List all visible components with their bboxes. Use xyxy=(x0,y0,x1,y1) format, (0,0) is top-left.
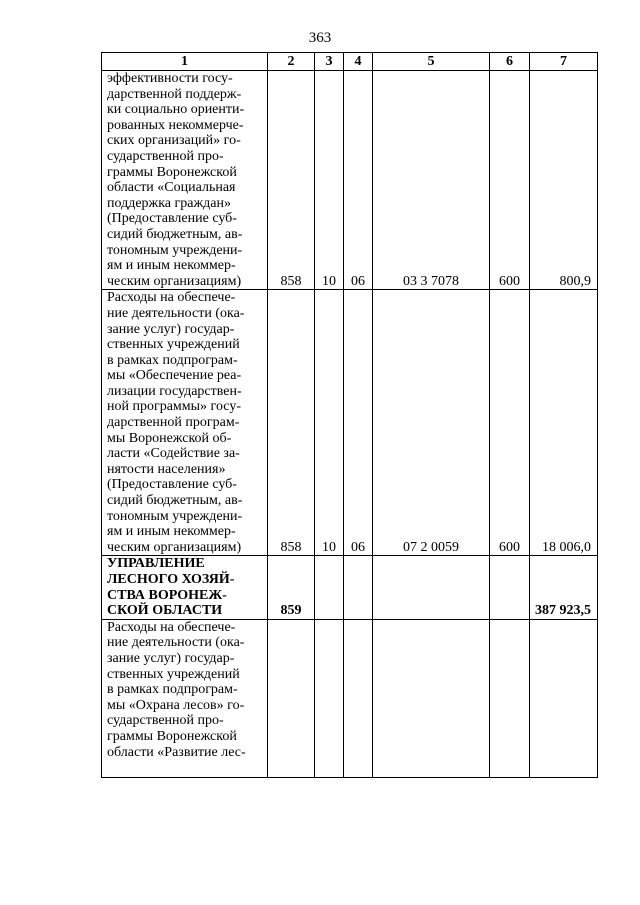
header-col-5: 5 xyxy=(373,53,490,71)
target-article-code xyxy=(373,619,490,777)
header-row xyxy=(102,53,598,71)
expense-type-code: 600 xyxy=(490,71,530,290)
row-description: эффективности госу- дарственной поддерж- ки социально ориенти- рованных некоммерче- ских организаций» го- сударственной про- граммы Воронежской области «Социальная поддержка граждан» (Предоставление суб- сидий бюджетным, ав- тономным учреждени- ям и иным некоммер- ческим организациям) xyxy=(102,71,268,290)
row-description: Расходы на обеспече- ние деятельности (ока- зание услуг) государ- ственных учреждений в рамках подпрограм- мы «Обеспечение реа- лизации государствен- ной программы» госу- дарственной програм- мы Воронежской об- ласти «Содействие за- нятости населения» (Предоставление суб- сидий бюджетным, ав- тономным учреждени- ям и иным некоммер- ческим организациям) xyxy=(102,290,268,556)
header-col-3: 3 xyxy=(315,53,344,71)
section-code: 10 xyxy=(315,71,344,290)
table-row xyxy=(102,290,598,556)
target-article-code: 07 2 0059 xyxy=(373,290,490,556)
amount: 18 006,0 xyxy=(530,290,598,556)
subsection-code xyxy=(344,619,373,777)
table-row xyxy=(102,556,598,619)
subsection-code: 06 xyxy=(344,290,373,556)
ministry-code xyxy=(268,619,315,777)
section-code xyxy=(315,556,344,619)
expense-type-code: 600 xyxy=(490,290,530,556)
ministry-code: 858 xyxy=(268,290,315,556)
header-col-4: 4 xyxy=(344,53,373,71)
ministry-code: 859 xyxy=(268,556,315,619)
row-description: УПРАВЛЕНИЕ ЛЕСНОГО ХОЗЯЙ- СТВА ВОРОНЕЖ- СКОЙ ОБЛАСТИ xyxy=(102,556,268,619)
expense-type-code xyxy=(490,619,530,777)
section-code xyxy=(315,619,344,777)
amount: 387 923,5 xyxy=(530,556,598,619)
header-col-2: 2 xyxy=(268,53,315,71)
section-code: 10 xyxy=(315,290,344,556)
budget-table xyxy=(101,52,598,778)
amount: 800,9 xyxy=(530,71,598,290)
target-article-code: 03 3 7078 xyxy=(373,71,490,290)
subsection-code: 06 xyxy=(344,71,373,290)
header-col-6: 6 xyxy=(490,53,530,71)
table-row xyxy=(102,619,598,777)
header-col-1: 1 xyxy=(102,53,268,71)
expense-type-code xyxy=(490,556,530,619)
target-article-code xyxy=(373,556,490,619)
row-description: Расходы на обеспече- ние деятельности (ока- зание услуг) государ- ственных учреждений в рамках подпрограм- мы «Охрана лесов» го- сударственной про- граммы Воронежской области «Развитие лес- xyxy=(102,619,268,777)
ministry-code: 858 xyxy=(268,71,315,290)
page-number: 363 xyxy=(308,30,332,46)
table-row xyxy=(102,71,598,290)
subsection-code xyxy=(344,556,373,619)
header-col-7: 7 xyxy=(530,53,598,71)
amount xyxy=(530,619,598,777)
